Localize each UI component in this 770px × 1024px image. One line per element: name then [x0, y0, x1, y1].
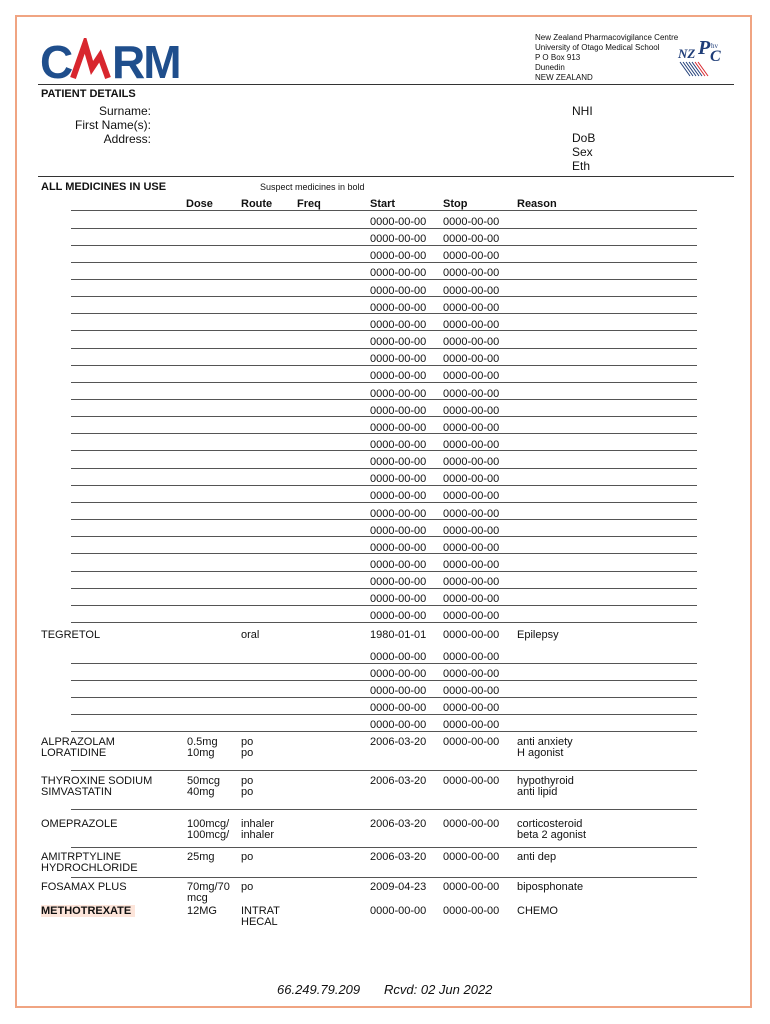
blank-start: 0000-00-00: [370, 404, 427, 417]
blank-start: 0000-00-00: [370, 524, 427, 537]
address-line: Dunedin: [535, 63, 565, 72]
blank-stop: 0000-00-00: [443, 421, 500, 434]
svg-text:C: C: [40, 38, 72, 82]
row-rule: [71, 770, 697, 771]
blank-stop: 0000-00-00: [443, 456, 500, 469]
row-rule: [71, 416, 697, 417]
eth-label: Eth: [572, 159, 591, 173]
blank-stop: 0000-00-00: [443, 318, 500, 331]
centre-address: [535, 33, 678, 83]
row-rule: [71, 502, 697, 503]
med-stop: 0000-00-00: [443, 736, 500, 748]
row-rule: [71, 714, 697, 715]
med-dose: 12MG: [187, 905, 217, 917]
svg-text:C: C: [710, 48, 721, 65]
blank-start: 0000-00-00: [370, 318, 427, 331]
blank-start: 0000-00-00: [370, 507, 427, 520]
blank-stop: 0000-00-00: [443, 668, 500, 681]
row-rule: [71, 809, 697, 810]
col-stop: Stop: [443, 198, 468, 210]
blank-stop: 0000-00-00: [443, 353, 500, 366]
nhi-label: NHI: [572, 104, 593, 118]
med-start: 2009-04-23: [370, 881, 427, 893]
blank-stop: 0000-00-00: [443, 301, 500, 314]
med-start: 2006-03-20: [370, 851, 427, 863]
med-start: 1980-01-01: [370, 629, 427, 641]
row-rule: [71, 485, 697, 486]
row-rule: [71, 450, 697, 451]
med-reason: hypothyroid anti lipid: [517, 775, 574, 798]
row-rule: [71, 468, 697, 469]
blank-start: 0000-00-00: [370, 473, 427, 486]
address-label: Address:: [103, 132, 151, 146]
blank-stop: 0000-00-00: [443, 284, 500, 297]
blank-stop: 0000-00-00: [443, 490, 500, 503]
nzppc-logo: [676, 38, 730, 78]
med-start: 0000-00-00: [370, 905, 427, 917]
blank-start: 0000-00-00: [370, 651, 427, 663]
blank-stop: 0000-00-00: [443, 685, 500, 698]
blank-stop: 0000-00-00: [443, 250, 500, 263]
col-route: Route: [241, 198, 273, 210]
row-rule: [71, 731, 697, 732]
med-name: OMEPRAZOLE: [41, 818, 118, 830]
row-rule: [71, 588, 697, 589]
row-rule: [71, 296, 697, 297]
med-reason: Epilepsy: [517, 629, 559, 641]
blank-start: 0000-00-00: [370, 387, 427, 400]
blank-start: 0000-00-00: [370, 336, 427, 349]
blank-stop: 0000-00-00: [443, 507, 500, 520]
row-rule: [71, 663, 697, 664]
row-rule: [71, 847, 697, 848]
row-rule: [71, 348, 697, 349]
svg-text:hv: hv: [711, 42, 718, 50]
blank-stop: 0000-00-00: [443, 576, 500, 589]
blank-start: 0000-00-00: [370, 610, 427, 623]
blank-start: 0000-00-00: [370, 284, 427, 297]
blank-start: 0000-00-00: [370, 301, 427, 314]
blank-start: 0000-00-00: [370, 576, 427, 589]
med-name: ALPRAZOLAM LORATIDINE: [41, 736, 115, 759]
row-rule: [71, 228, 697, 229]
blank-start: 0000-00-00: [370, 559, 427, 571]
med-dose: 50mcg 40mg: [187, 775, 221, 798]
row-rule: [71, 433, 697, 434]
surname-label: Surname:: [98, 104, 151, 118]
med-stop: 0000-00-00: [443, 818, 500, 830]
med-dose: 70mg/70 mcg: [187, 881, 230, 904]
row-rule: [71, 519, 697, 520]
med-start: 2006-03-20: [370, 736, 427, 748]
med-reason: anti anxiety H agonist: [517, 736, 573, 759]
suspect-note: Suspect medicines in bold: [260, 182, 365, 192]
address-line: NEW ZEALAND: [535, 73, 593, 82]
med-route: po: [241, 881, 254, 893]
blank-start: 0000-00-00: [370, 593, 427, 606]
med-stop: 0000-00-00: [443, 775, 500, 787]
footer-ip: 66.249.79.209: [277, 982, 361, 997]
header-divider: [38, 84, 734, 85]
med-dose: 0.5mg 10mg: [187, 736, 218, 759]
row-rule: [71, 399, 697, 400]
row-rule: [71, 697, 697, 698]
blank-stop: 0000-00-00: [443, 438, 500, 451]
med-name: THYROXINE SODIUM SIMVASTATIN: [41, 775, 153, 798]
med-route: po: [241, 851, 254, 863]
first-names-label: First Name(s):: [75, 118, 151, 132]
suspect-med-name: METHOTREXATE: [41, 905, 135, 917]
med-dose: 25mg: [187, 851, 215, 863]
col-reason: Reason: [517, 198, 557, 210]
med-stop: 0000-00-00: [443, 905, 500, 917]
address-line: P O Box 913: [535, 53, 581, 62]
blank-stop: 0000-00-00: [443, 541, 500, 554]
row-rule: [71, 605, 697, 606]
col-freq: Freq: [297, 198, 321, 210]
blank-stop: 0000-00-00: [443, 719, 500, 732]
patient-divider: [38, 176, 734, 177]
row-rule: [71, 877, 697, 878]
row-rule: [71, 680, 697, 681]
row-rule: [71, 262, 697, 263]
blank-start: 0000-00-00: [370, 250, 427, 263]
med-name: TEGRETOL: [41, 629, 101, 641]
row-rule: [71, 536, 697, 537]
blank-stop: 0000-00-00: [443, 473, 500, 486]
svg-text:NZ: NZ: [678, 46, 696, 61]
row-rule: [71, 313, 697, 314]
blank-start: 0000-00-00: [370, 719, 427, 732]
header-rule: [71, 210, 697, 211]
med-route: inhaler inhaler: [241, 818, 275, 841]
med-start: 2006-03-20: [370, 775, 427, 787]
dob-label: DoB: [572, 131, 596, 145]
col-start: Start: [370, 198, 396, 210]
blank-stop: 0000-00-00: [443, 370, 500, 383]
patient-section-title: PATIENT DETAILS: [41, 88, 136, 100]
med-stop: 0000-00-00: [443, 629, 500, 641]
med-route: po po: [241, 736, 254, 759]
blank-stop: 0000-00-00: [443, 524, 500, 537]
med-dose: 100mcg/ 100mcg/: [187, 818, 230, 841]
blank-stop: 0000-00-00: [443, 216, 500, 228]
med-name: AMITRPTYLINE HYDROCHLORIDE: [41, 851, 138, 874]
med-route: INTRAT HECAL: [241, 905, 280, 928]
blank-start: 0000-00-00: [370, 267, 427, 280]
med-name: [41, 906, 135, 917]
blank-stop: 0000-00-00: [443, 404, 500, 417]
row-rule: [71, 571, 697, 572]
row-rule: [71, 330, 697, 331]
blank-start: 0000-00-00: [370, 702, 427, 715]
blank-start: 0000-00-00: [370, 233, 427, 246]
blank-start: 0000-00-00: [370, 216, 427, 228]
blank-start: 0000-00-00: [370, 456, 427, 469]
blank-stop: 0000-00-00: [443, 593, 500, 606]
med-reason: anti dep: [517, 851, 557, 863]
sex-label: Sex: [572, 145, 593, 159]
med-name: FOSAMAX PLUS: [41, 881, 127, 893]
row-rule: [71, 365, 697, 366]
address-line: New Zealand Pharmacovigilance Centre: [535, 33, 679, 42]
blank-stop: 0000-00-00: [443, 267, 500, 280]
blank-start: 0000-00-00: [370, 438, 427, 451]
blank-start: 0000-00-00: [370, 668, 427, 681]
blank-start: 0000-00-00: [370, 353, 427, 366]
blank-start: 0000-00-00: [370, 685, 427, 698]
blank-start: 0000-00-00: [370, 490, 427, 503]
blank-start: 0000-00-00: [370, 370, 427, 383]
blank-stop: 0000-00-00: [443, 610, 500, 623]
row-rule: [71, 553, 697, 554]
blank-stop: 0000-00-00: [443, 233, 500, 246]
row-rule: [71, 245, 697, 246]
med-reason: CHEMO: [517, 905, 558, 917]
address-line: University of Otago Medical School: [535, 43, 660, 52]
blank-stop: 0000-00-00: [443, 387, 500, 400]
blank-stop: 0000-00-00: [443, 651, 500, 663]
carm-logo: [40, 38, 212, 82]
med-reason: biposphonate: [517, 881, 584, 893]
blank-start: 0000-00-00: [370, 421, 427, 434]
med-reason: corticosteroid beta 2 agonist: [517, 818, 587, 841]
svg-text:P: P: [698, 38, 711, 59]
blank-stop: 0000-00-00: [443, 559, 500, 571]
med-route: po po: [241, 775, 254, 798]
blank-start: 0000-00-00: [370, 541, 427, 554]
row-rule: [71, 279, 697, 280]
med-stop: 0000-00-00: [443, 881, 500, 893]
row-rule: [71, 382, 697, 383]
svg-text:RM: RM: [112, 38, 180, 82]
med-start: 2006-03-20: [370, 818, 427, 830]
footer-received: Rcvd: 02 Jun 2022: [384, 982, 493, 997]
blank-stop: 0000-00-00: [443, 336, 500, 349]
row-rule: [71, 622, 697, 623]
med-stop: 0000-00-00: [443, 851, 500, 863]
col-dose: Dose: [186, 198, 213, 210]
blank-stop: 0000-00-00: [443, 702, 500, 715]
med-route: oral: [241, 629, 260, 641]
medicines-section-title: ALL MEDICINES IN USE: [41, 181, 167, 193]
